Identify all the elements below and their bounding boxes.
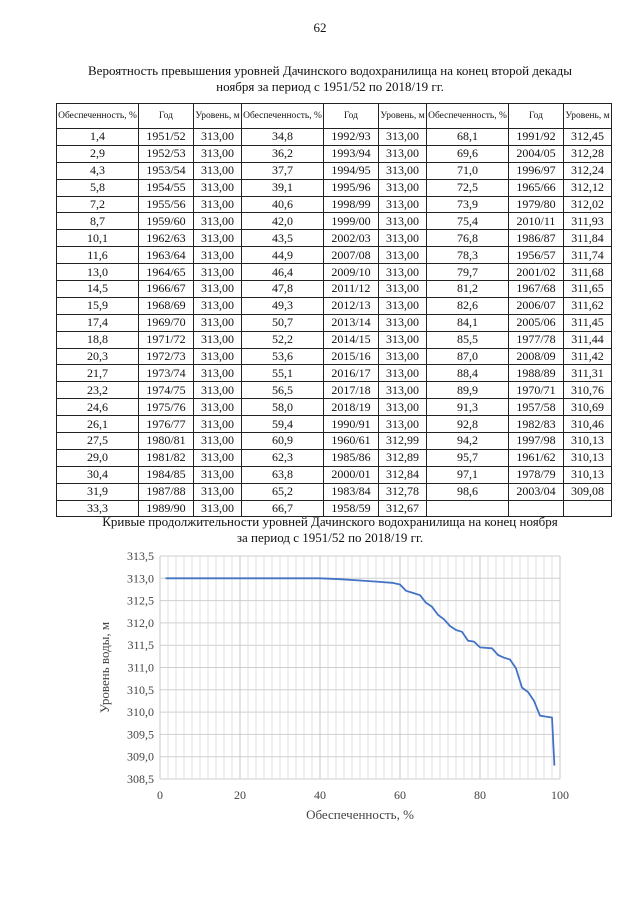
table-cell: 44,9 bbox=[242, 247, 324, 264]
table-cell: 1982/83 bbox=[509, 416, 564, 433]
table-cell: 29,0 bbox=[57, 449, 139, 466]
table-cell: 2009/10 bbox=[324, 264, 379, 281]
table-cell: 1980/81 bbox=[139, 433, 194, 450]
table-cell: 311,65 bbox=[564, 281, 612, 298]
table-cell: 2,9 bbox=[57, 145, 139, 162]
table-cell: 1988/89 bbox=[509, 365, 564, 382]
table-cell: 1977/78 bbox=[509, 331, 564, 348]
table-cell: 92,8 bbox=[427, 416, 509, 433]
table-cell: 311,68 bbox=[564, 264, 612, 281]
table-cell: 23,2 bbox=[57, 382, 139, 399]
table-cell: 47,8 bbox=[242, 281, 324, 298]
table-row bbox=[57, 230, 612, 247]
table-row bbox=[57, 179, 612, 196]
table-cell: 1999/00 bbox=[324, 213, 379, 230]
table-cell: 1987/88 bbox=[139, 483, 194, 500]
table-cell: 21,7 bbox=[57, 365, 139, 382]
table-cell: 313,00 bbox=[194, 331, 242, 348]
table-cell: 11,6 bbox=[57, 247, 139, 264]
table-row bbox=[57, 483, 612, 500]
table-cell: 312,99 bbox=[379, 433, 427, 450]
table-title-line-2: ноября за период с 1951/52 по 2018/19 гг. bbox=[216, 79, 444, 94]
table-cell: 73,9 bbox=[427, 196, 509, 213]
table-cell: 313,00 bbox=[194, 162, 242, 179]
table-cell: 313,00 bbox=[194, 213, 242, 230]
table-cell: 313,00 bbox=[194, 365, 242, 382]
table-cell: 1983/84 bbox=[324, 483, 379, 500]
table-cell: 1954/55 bbox=[139, 179, 194, 196]
table-row bbox=[57, 213, 612, 230]
table-cell: 1972/73 bbox=[139, 348, 194, 365]
table-cell: 53,6 bbox=[242, 348, 324, 365]
table-cell: 87,0 bbox=[427, 348, 509, 365]
table-cell: 1993/94 bbox=[324, 145, 379, 162]
table-cell: 60,9 bbox=[242, 433, 324, 450]
table-cell: 313,00 bbox=[379, 348, 427, 365]
y-tick-label: 309,5 bbox=[127, 727, 154, 742]
table-cell: 312,45 bbox=[564, 129, 612, 146]
x-tick-label: 60 bbox=[394, 788, 406, 802]
table-header-cell: Уровень, м bbox=[379, 104, 427, 129]
table-row bbox=[57, 382, 612, 399]
table-cell: 66,7 bbox=[242, 500, 324, 517]
table-cell: 313,00 bbox=[194, 348, 242, 365]
table-cell: 2014/15 bbox=[324, 331, 379, 348]
table-cell: 1976/77 bbox=[139, 416, 194, 433]
table-cell: 310,69 bbox=[564, 399, 612, 416]
table-cell: 37,7 bbox=[242, 162, 324, 179]
table-cell: 8,7 bbox=[57, 213, 139, 230]
table-cell: 42,0 bbox=[242, 213, 324, 230]
table-cell: 2010/11 bbox=[509, 213, 564, 230]
table-cell: 18,8 bbox=[57, 331, 139, 348]
table-cell: 1955/56 bbox=[139, 196, 194, 213]
table-cell: 313,00 bbox=[194, 314, 242, 331]
x-tick-label: 20 bbox=[234, 788, 246, 802]
table-cell: 1962/63 bbox=[139, 230, 194, 247]
table-row bbox=[57, 196, 612, 213]
table-cell: 79,7 bbox=[427, 264, 509, 281]
table-cell: 313,00 bbox=[194, 416, 242, 433]
table-cell: 312,12 bbox=[564, 179, 612, 196]
table-cell: 2011/12 bbox=[324, 281, 379, 298]
table-cell: 15,9 bbox=[57, 297, 139, 314]
table-cell: 313,00 bbox=[194, 196, 242, 213]
table-cell: 312,24 bbox=[564, 162, 612, 179]
table-cell: 313,00 bbox=[379, 264, 427, 281]
table-cell: 313,00 bbox=[194, 449, 242, 466]
table-cell: 1968/69 bbox=[139, 297, 194, 314]
table-cell: 313,00 bbox=[194, 433, 242, 450]
table-cell: 1997/98 bbox=[509, 433, 564, 450]
table-row bbox=[57, 348, 612, 365]
table-cell: 2006/07 bbox=[509, 297, 564, 314]
table-cell: 2013/14 bbox=[324, 314, 379, 331]
chart-title bbox=[60, 514, 600, 546]
table-row bbox=[57, 416, 612, 433]
table-cell: 312,89 bbox=[379, 449, 427, 466]
table-cell: 1992/93 bbox=[324, 129, 379, 146]
table-cell: 312,67 bbox=[379, 500, 427, 517]
y-tick-label: 312,5 bbox=[127, 593, 154, 608]
table-cell: 1973/74 bbox=[139, 365, 194, 382]
table-cell: 1978/79 bbox=[509, 466, 564, 483]
table-cell: 76,8 bbox=[427, 230, 509, 247]
table-row bbox=[57, 331, 612, 348]
table-cell: 1998/99 bbox=[324, 196, 379, 213]
table-cell: 59,4 bbox=[242, 416, 324, 433]
y-tick-label: 309,0 bbox=[127, 749, 154, 764]
table-cell: 1989/90 bbox=[139, 500, 194, 517]
table-cell: 313,00 bbox=[194, 129, 242, 146]
table-cell: 7,2 bbox=[57, 196, 139, 213]
table-row bbox=[57, 365, 612, 382]
table-cell: 85,5 bbox=[427, 331, 509, 348]
table-cell: 2000/01 bbox=[324, 466, 379, 483]
table-cell: 313,00 bbox=[379, 297, 427, 314]
table-cell: 313,00 bbox=[379, 247, 427, 264]
table-row bbox=[57, 162, 612, 179]
table-cell: 88,4 bbox=[427, 365, 509, 382]
table-cell: 1981/82 bbox=[139, 449, 194, 466]
table-cell: 313,00 bbox=[379, 399, 427, 416]
table-cell: 91,3 bbox=[427, 399, 509, 416]
x-axis-label: Обеспеченность, % bbox=[306, 807, 414, 822]
table-cell: 311,45 bbox=[564, 314, 612, 331]
table-cell: 313,00 bbox=[194, 145, 242, 162]
table-cell: 1984/85 bbox=[139, 466, 194, 483]
table-cell: 2015/16 bbox=[324, 348, 379, 365]
table-cell: 1986/87 bbox=[509, 230, 564, 247]
table-cell: 10,1 bbox=[57, 230, 139, 247]
table-cell: 58,0 bbox=[242, 399, 324, 416]
chart-title-line-1: Кривые продолжительности уровней Дачинского водохранилища на конец ноября bbox=[102, 514, 558, 529]
table-cell: 75,4 bbox=[427, 213, 509, 230]
table-header-cell: Год bbox=[139, 104, 194, 129]
table-cell: 1958/59 bbox=[324, 500, 379, 517]
table-cell: 1960/61 bbox=[324, 433, 379, 450]
table-cell: 46,4 bbox=[242, 264, 324, 281]
table-cell: 313,00 bbox=[194, 500, 242, 517]
table-cell: 1985/86 bbox=[324, 449, 379, 466]
table-cell: 1957/58 bbox=[509, 399, 564, 416]
table-cell: 313,00 bbox=[194, 466, 242, 483]
table-cell: 309,08 bbox=[564, 483, 612, 500]
table-cell: 97,1 bbox=[427, 466, 509, 483]
table-cell: 68,1 bbox=[427, 129, 509, 146]
table-cell: 2012/13 bbox=[324, 297, 379, 314]
table-cell: 310,13 bbox=[564, 449, 612, 466]
table-cell: 20,3 bbox=[57, 348, 139, 365]
y-tick-label: 308,5 bbox=[127, 772, 154, 786]
table-cell: 1963/64 bbox=[139, 247, 194, 264]
table-cell: 313,00 bbox=[379, 314, 427, 331]
table-cell: 313,00 bbox=[194, 382, 242, 399]
table-cell: 2004/05 bbox=[509, 145, 564, 162]
y-tick-label: 313,0 bbox=[127, 571, 154, 586]
table-cell: 52,2 bbox=[242, 331, 324, 348]
table-cell: 313,00 bbox=[379, 162, 427, 179]
table-cell: 1971/72 bbox=[139, 331, 194, 348]
table-cell: 94,2 bbox=[427, 433, 509, 450]
table-header-row bbox=[57, 104, 612, 129]
table-row bbox=[57, 466, 612, 483]
table-cell: 14,5 bbox=[57, 281, 139, 298]
table-row bbox=[57, 297, 612, 314]
y-tick-label: 310,0 bbox=[127, 705, 154, 720]
table-body bbox=[57, 129, 612, 517]
table-cell: 312,84 bbox=[379, 466, 427, 483]
table-cell: 313,00 bbox=[194, 230, 242, 247]
table-cell: 310,46 bbox=[564, 416, 612, 433]
table-header-cell: Обеспеченность, % bbox=[427, 104, 509, 129]
table-cell: 89,9 bbox=[427, 382, 509, 399]
table-title bbox=[60, 63, 600, 95]
table-cell: 2002/03 bbox=[324, 230, 379, 247]
table-cell: 95,7 bbox=[427, 449, 509, 466]
table-cell: 2001/02 bbox=[509, 264, 564, 281]
table-cell: 313,00 bbox=[194, 399, 242, 416]
table-cell: 313,00 bbox=[379, 230, 427, 247]
table-cell: 63,8 bbox=[242, 466, 324, 483]
table-cell: 313,00 bbox=[379, 365, 427, 382]
table-cell: 311,84 bbox=[564, 230, 612, 247]
table-cell: 313,00 bbox=[194, 264, 242, 281]
table-cell: 2008/09 bbox=[509, 348, 564, 365]
table-cell: 1994/95 bbox=[324, 162, 379, 179]
table-cell: 2007/08 bbox=[324, 247, 379, 264]
table-cell: 310,13 bbox=[564, 433, 612, 450]
table-cell: 313,00 bbox=[379, 196, 427, 213]
table-cell: 1959/60 bbox=[139, 213, 194, 230]
table-cell: 69,6 bbox=[427, 145, 509, 162]
table-cell: 311,42 bbox=[564, 348, 612, 365]
table-cell: 313,00 bbox=[379, 382, 427, 399]
table-cell: 1952/53 bbox=[139, 145, 194, 162]
table-cell: 311,74 bbox=[564, 247, 612, 264]
table-cell: 36,2 bbox=[242, 145, 324, 162]
table-cell: 65,2 bbox=[242, 483, 324, 500]
table-cell: 78,3 bbox=[427, 247, 509, 264]
table-row bbox=[57, 449, 612, 466]
table-cell: 40,6 bbox=[242, 196, 324, 213]
y-tick-label: 310,5 bbox=[127, 682, 154, 697]
table-cell: 311,62 bbox=[564, 297, 612, 314]
table-cell: 50,7 bbox=[242, 314, 324, 331]
table-cell: 2003/04 bbox=[509, 483, 564, 500]
table-cell: 2005/06 bbox=[509, 314, 564, 331]
table-cell: 31,9 bbox=[57, 483, 139, 500]
table-cell: 312,28 bbox=[564, 145, 612, 162]
y-tick-label: 311,5 bbox=[127, 638, 154, 653]
table-header-cell: Обеспеченность, % bbox=[242, 104, 324, 129]
table-cell: 311,93 bbox=[564, 213, 612, 230]
table-row bbox=[57, 281, 612, 298]
table-row bbox=[57, 264, 612, 281]
table-cell: 1953/54 bbox=[139, 162, 194, 179]
table-header-cell: Уровень, м bbox=[194, 104, 242, 129]
table-cell: 1979/80 bbox=[509, 196, 564, 213]
table-cell: 1969/70 bbox=[139, 314, 194, 331]
probability-table bbox=[56, 103, 612, 517]
table-cell: 1991/92 bbox=[509, 129, 564, 146]
table-row bbox=[57, 145, 612, 162]
table-cell: 43,5 bbox=[242, 230, 324, 247]
table-cell: 313,00 bbox=[194, 247, 242, 264]
table-header-cell: Обеспеченность, % bbox=[57, 104, 139, 129]
chart-title-line-2: за период с 1951/52 по 2018/19 гг. bbox=[236, 530, 424, 545]
table-cell: 1967/68 bbox=[509, 281, 564, 298]
y-tick-label: 313,5 bbox=[127, 549, 154, 563]
table-cell: 34,8 bbox=[242, 129, 324, 146]
table-header-cell: Уровень, м bbox=[564, 104, 612, 129]
table-cell: 71,0 bbox=[427, 162, 509, 179]
table-cell: 2016/17 bbox=[324, 365, 379, 382]
table-row bbox=[57, 247, 612, 264]
table-cell: 313,00 bbox=[379, 213, 427, 230]
duration-curve-chart bbox=[0, 545, 640, 830]
table-cell: 4,3 bbox=[57, 162, 139, 179]
table-cell: 313,00 bbox=[379, 416, 427, 433]
x-tick-label: 0 bbox=[157, 788, 163, 802]
table-cell: 311,31 bbox=[564, 365, 612, 382]
table-cell: 1965/66 bbox=[509, 179, 564, 196]
table-cell: 313,00 bbox=[379, 281, 427, 298]
table-cell: 17,4 bbox=[57, 314, 139, 331]
page-number: 62 bbox=[313, 20, 327, 35]
table-cell: 312,78 bbox=[379, 483, 427, 500]
table-cell: 1995/96 bbox=[324, 179, 379, 196]
table-cell: 1996/97 bbox=[509, 162, 564, 179]
table-cell: 313,00 bbox=[379, 129, 427, 146]
table-cell: 30,4 bbox=[57, 466, 139, 483]
table-cell: 26,1 bbox=[57, 416, 139, 433]
table-cell: 2017/18 bbox=[324, 382, 379, 399]
x-tick-label: 40 bbox=[314, 788, 326, 802]
table-cell: 82,6 bbox=[427, 297, 509, 314]
y-tick-label: 311,0 bbox=[127, 660, 154, 675]
table-cell: 312,02 bbox=[564, 196, 612, 213]
table-cell: 1,4 bbox=[57, 129, 139, 146]
table-cell: 1990/91 bbox=[324, 416, 379, 433]
table-cell: 1961/62 bbox=[509, 449, 564, 466]
table-cell: 313,00 bbox=[194, 483, 242, 500]
table-cell: 55,1 bbox=[242, 365, 324, 382]
table-cell: 2018/19 bbox=[324, 399, 379, 416]
table-row bbox=[57, 129, 612, 146]
table-title-line-1: Вероятность превышения уровней Дачинского водохранилища на конец второй декады bbox=[88, 63, 572, 78]
table-cell: 84,1 bbox=[427, 314, 509, 331]
table-header-cell: Год bbox=[324, 104, 379, 129]
table-row bbox=[57, 433, 612, 450]
table-cell: 313,00 bbox=[379, 179, 427, 196]
table-cell: 72,5 bbox=[427, 179, 509, 196]
table-cell: 1966/67 bbox=[139, 281, 194, 298]
table-cell: 1964/65 bbox=[139, 264, 194, 281]
table-cell: 49,3 bbox=[242, 297, 324, 314]
table-cell: 313,00 bbox=[379, 331, 427, 348]
table-cell: 5,8 bbox=[57, 179, 139, 196]
table-row bbox=[57, 314, 612, 331]
table-cell: 313,00 bbox=[379, 145, 427, 162]
table-cell: 310,76 bbox=[564, 382, 612, 399]
y-tick-label: 312,0 bbox=[127, 615, 154, 630]
y-axis-label: Уровень воды, м bbox=[97, 621, 112, 714]
table-cell: 1951/52 bbox=[139, 129, 194, 146]
table-cell: 24,6 bbox=[57, 399, 139, 416]
table-cell: 13,0 bbox=[57, 264, 139, 281]
table-cell: 313,00 bbox=[194, 297, 242, 314]
table-header-cell: Год bbox=[509, 104, 564, 129]
table-cell: 1975/76 bbox=[139, 399, 194, 416]
table-cell: 1974/75 bbox=[139, 382, 194, 399]
table-cell: 39,1 bbox=[242, 179, 324, 196]
table-row bbox=[57, 399, 612, 416]
table-cell: 313,00 bbox=[194, 281, 242, 298]
table-cell: 311,44 bbox=[564, 331, 612, 348]
table-cell: 81,2 bbox=[427, 281, 509, 298]
x-tick-label: 80 bbox=[474, 788, 486, 802]
x-tick-label: 100 bbox=[551, 788, 569, 802]
table-cell: 56,5 bbox=[242, 382, 324, 399]
table-cell: 62,3 bbox=[242, 449, 324, 466]
table-cell: 98,6 bbox=[427, 483, 509, 500]
table-cell: 27,5 bbox=[57, 433, 139, 450]
table-cell: 1956/57 bbox=[509, 247, 564, 264]
table-cell: 33,3 bbox=[57, 500, 139, 517]
table-cell: 1970/71 bbox=[509, 382, 564, 399]
table-cell: 310,13 bbox=[564, 466, 612, 483]
table-cell: 313,00 bbox=[194, 179, 242, 196]
